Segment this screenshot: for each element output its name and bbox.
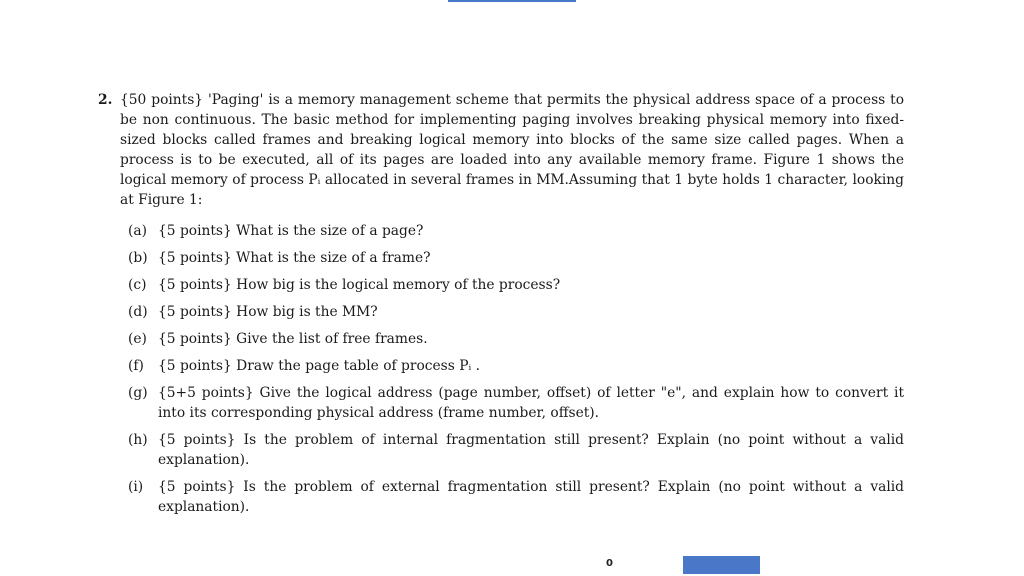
subquestion-text: {5 points} Draw the page table of process Pᵢ . bbox=[158, 358, 481, 374]
question-2 bbox=[98, 90, 904, 524]
subquestion-g bbox=[98, 383, 904, 423]
subquestion-label: (a) bbox=[128, 223, 147, 239]
subquestion-label: (i) bbox=[128, 479, 144, 495]
subquestion-h bbox=[98, 430, 904, 470]
subquestion-d bbox=[98, 302, 904, 322]
subquestion-label: (c) bbox=[128, 277, 147, 293]
subquestion-label: (f) bbox=[128, 358, 144, 374]
subquestion-text: {5 points} Give the list of free frames. bbox=[158, 331, 428, 347]
subquestion-list bbox=[98, 221, 904, 517]
subquestion-text: {5 points} Is the problem of external fragmentation still present? Explain (no point without a valid explanation). bbox=[158, 479, 904, 515]
subquestion-a bbox=[98, 221, 904, 241]
subquestion-c bbox=[98, 275, 904, 295]
subquestion-text: {5 points} What is the size of a page? bbox=[158, 223, 424, 239]
top-scroll-indicator bbox=[448, 0, 576, 2]
subquestion-label: (e) bbox=[128, 331, 147, 347]
bottom-action-bar[interactable] bbox=[683, 556, 760, 574]
question-number: 2. bbox=[98, 92, 113, 108]
subquestion-text: {5 points} How big is the logical memory of the process? bbox=[158, 277, 561, 293]
subquestion-text: {5 points} What is the size of a frame? bbox=[158, 250, 431, 266]
subquestion-b bbox=[98, 248, 904, 268]
question-intro-text: {50 points} 'Paging' is a memory management scheme that permits the physical address space of a process to be non continuous. The basic method for implementing paging involves breaking physical memory into fixed-sized blocks called frames and breaking logical memory into blocks of the same size called pages. When a process is to be executed, all of its pages are loaded into any available memory frame. Figure 1 shows the logical memory of process Pᵢ allocated in several frames in MM.Assuming that 1 byte holds 1 character, looking at Figure 1: bbox=[120, 92, 904, 208]
subquestion-label: (g) bbox=[128, 385, 148, 401]
page-number: 0 bbox=[606, 558, 613, 569]
subquestion-text: {5 points} How big is the MM? bbox=[158, 304, 378, 320]
subquestion-text: {5+5 points} Give the logical address (page number, offset) of letter "e", and explain how to convert it into its corresponding physical address (frame number, offset). bbox=[158, 385, 904, 421]
subquestion-label: (h) bbox=[128, 432, 148, 448]
subquestion-label: (b) bbox=[128, 250, 148, 266]
subquestion-label: (d) bbox=[128, 304, 148, 320]
subquestion-i bbox=[98, 477, 904, 517]
subquestion-f bbox=[98, 356, 904, 376]
question-intro bbox=[98, 90, 904, 210]
subquestion-e bbox=[98, 329, 904, 349]
subquestion-text: {5 points} Is the problem of internal fragmentation still present? Explain (no point without a valid explanation). bbox=[158, 432, 904, 468]
